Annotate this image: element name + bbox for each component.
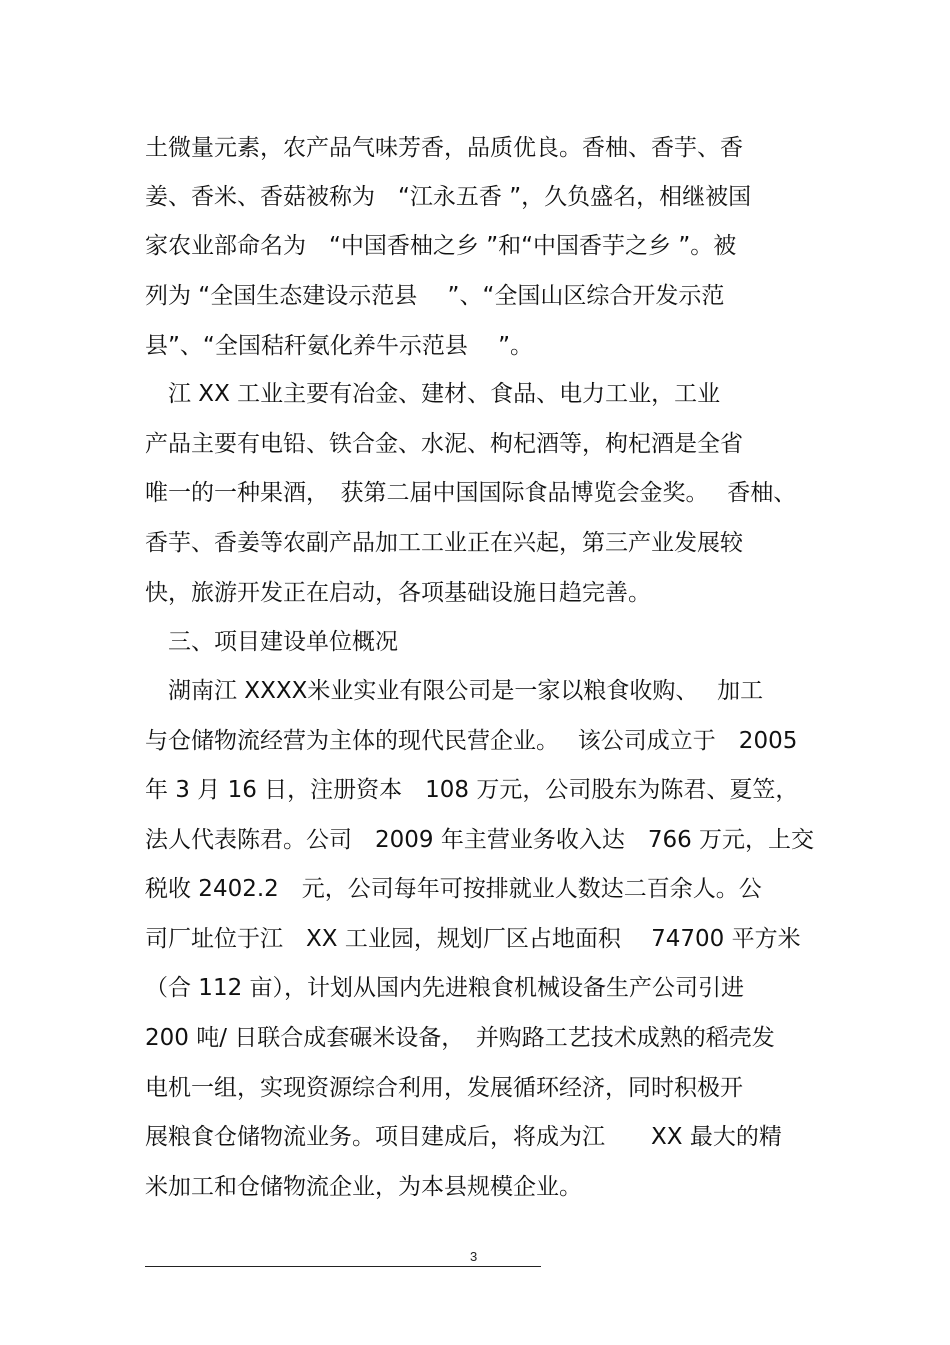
- text-line: 快，旅游开发正在启动，各项基础设施日趋完善。: [145, 580, 651, 606]
- text-line: 产品主要有电铅、铁合金、水泥、枸杞酒等，枸杞酒是全省: [145, 431, 743, 457]
- text-line: 200 吨/ 日联合成套碾米设备， 并购路工艺技术成熟的稻壳发: [145, 1025, 775, 1051]
- text-line: 展粮食仓储物流业务。项目建成后，将成为江 XX 最大的精: [145, 1124, 782, 1150]
- text-line: 唯一的一种果酒， 获第二届中国国际食品博览会金奖。 香柚、: [145, 480, 797, 506]
- text-line: 米加工和仓储物流企业，为本县规模企业。: [145, 1174, 582, 1200]
- text-line: 湖南江 XXXX米业实业有限公司是一家以粮食收购、 加工: [145, 678, 764, 704]
- text-line: 姜、香米、香菇被称为 “江永五香 ”，久负盛名，相继被国: [145, 184, 752, 210]
- page-number: 3: [470, 1249, 478, 1264]
- text-line: 司厂址位于江 XX 工业园，规划厂区占地面积 74700 平方米: [145, 926, 801, 952]
- text-line: 法人代表陈君。公司 2009 年主营业务收入达 766 万元，上交: [145, 827, 815, 853]
- text-line: 家农业部命名为 “中国香柚之乡 ”和“中国香芋之乡 ”。被: [145, 233, 737, 259]
- text-line: 土微量元素，农产品气味芳香，品质优良。香柚、香芋、香: [145, 135, 743, 161]
- text-line: 列为 “全国生态建设示范县 ”、“全国山区综合开发示范: [145, 283, 725, 309]
- text-line: 电机一组，实现资源综合利用，发展循环经济，同时积极开: [145, 1075, 743, 1101]
- section-heading: 三、项目建设单位概况: [145, 629, 398, 655]
- text-line: （合 112 亩），计划从国内先进粮食机械设备生产公司引进: [145, 975, 745, 1001]
- text-line: 县”、“全国秸秆氨化养牛示范县 ”。: [145, 333, 534, 359]
- text-line: 税收 2402.2 元，公司每年可按排就业人数达二百余人。公: [145, 876, 762, 902]
- text-line: 与仓储物流经营为主体的现代民营企业。 该公司成立于 2005: [145, 728, 798, 754]
- text-line: 年 3 月 16 日，注册资本 108 万元，公司股东为陈君、夏笠，: [145, 777, 799, 803]
- text-line: 香芋、香姜等农副产品加工工业正在兴起，第三产业发展较: [145, 530, 743, 556]
- footer-divider: [145, 1266, 541, 1267]
- text-line: 江 XX 工业主要有冶金、建材、食品、电力工业，工业: [145, 381, 721, 407]
